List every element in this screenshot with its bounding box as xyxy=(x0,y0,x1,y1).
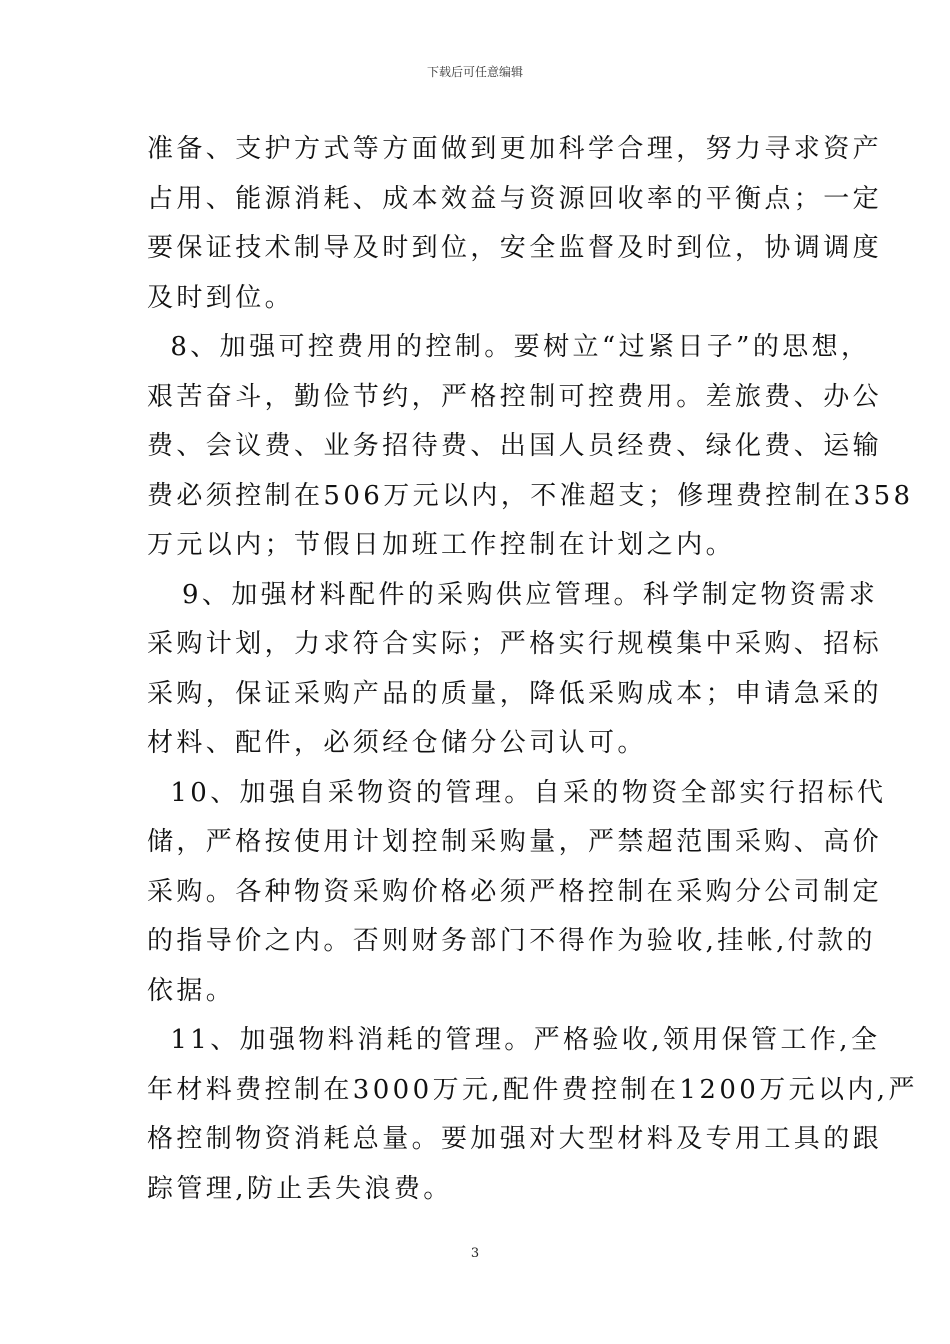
text-line: 依据。 xyxy=(147,975,236,1006)
page-header: 下载后可任意编辑 xyxy=(426,65,523,79)
text-line: 9、加强材料配件的采购供应管理。科学制定物资需求 xyxy=(147,579,879,610)
text-line: 要保证技术制导及时到位，安全监督及时到位，协调调度 xyxy=(147,233,883,263)
text-line: 准备、支护方式等方面做到更加科学合理，努力寻求资产 xyxy=(147,134,883,164)
text-line: 储，严格按使用计划控制采购量，严禁超范围采购、高价 xyxy=(147,827,883,857)
text-line: 年材料费控制在3000万元,配件费控制在1200万元以内,严 xyxy=(147,1074,918,1105)
text-line: 10、加强自采物资的管理。自采的物资全部实行招标代 xyxy=(147,777,887,808)
text-line: 费、会议费、业务招待费、出国人员经费、绿化费、运输 xyxy=(147,431,883,461)
text-line: 采购。各种物资采购价格必须严格控制在采购分公司制定 xyxy=(147,876,883,907)
text-line: 11、加强物料消耗的管理。严格验收,领用保管工作,全 xyxy=(147,1025,881,1055)
page-number: 3 xyxy=(470,1246,480,1261)
text-line: 及时到位。 xyxy=(147,282,295,313)
document-body xyxy=(147,125,918,1214)
text-line: 格控制物资消耗总量。要加强对大型材料及专用工具的跟 xyxy=(147,1124,883,1154)
text-line: 艰苦奋斗，勤俭节约，严格控制可控费用。差旅费、办公 xyxy=(147,381,883,412)
text-line: 费必须控制在506万元以内，不准超支；修理费控制在358 xyxy=(147,480,914,511)
text-line: 采购计划，力求符合实际；严格实行规模集中采购、招标 xyxy=(147,629,883,659)
text-line: 占用、能源消耗、成本效益与资源回收率的平衡点；一定 xyxy=(147,183,883,214)
text-line: 8、加强可控费用的控制。要树立“过紧日子”的思想， xyxy=(147,332,871,362)
text-line: 万元以内；节假日加班工作控制在计划之内。 xyxy=(147,530,736,560)
text-line: 踪管理,防止丢失浪费。 xyxy=(147,1173,453,1204)
text-line: 材料、配件，必须经仓储分公司认可。 xyxy=(147,728,647,758)
text-line: 的指导价之内。否则财务部门不得作为验收,挂帐,付款的 xyxy=(147,926,876,956)
text-line: 采购，保证采购产品的质量，降低采购成本；申请急采的 xyxy=(147,678,883,709)
